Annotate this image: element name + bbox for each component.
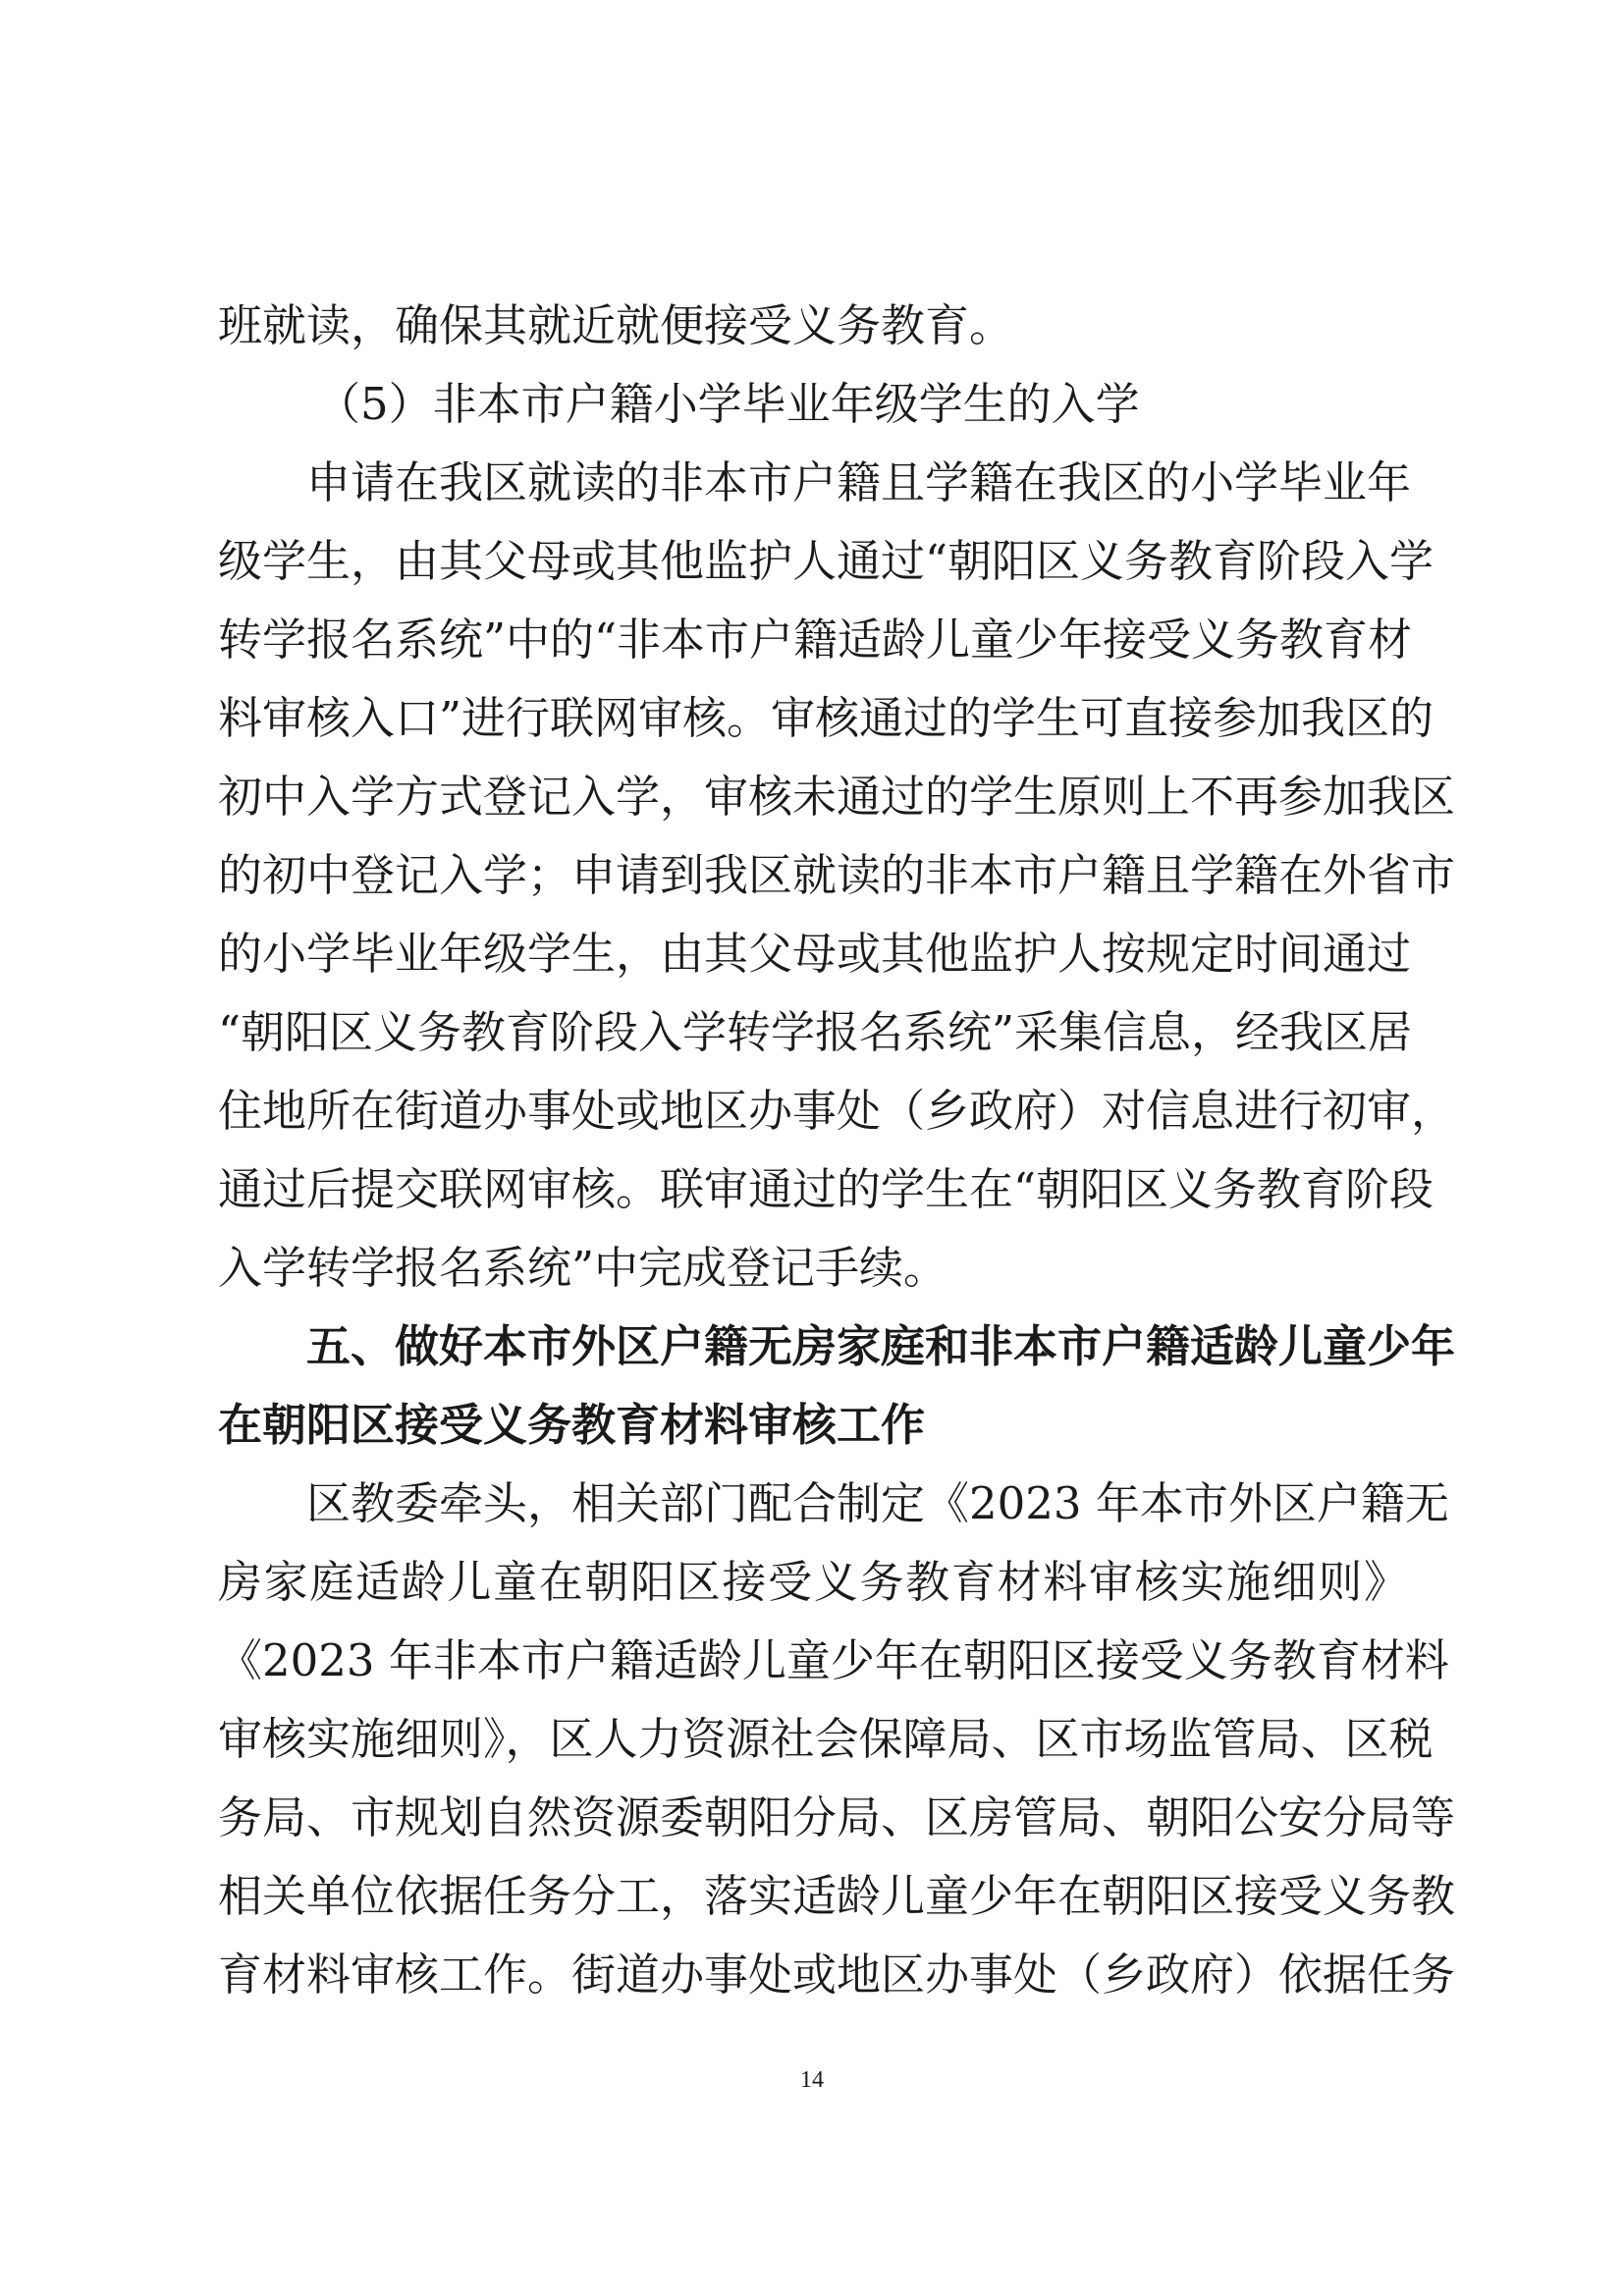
paragraph-line: 通过后提交联网审核。联审通过的学生在“朝阳区义务教育阶段 <box>218 1163 1435 1215</box>
paragraph-line: 的初中登记入学；申请到我区就读的非本市户籍且学籍在外省市 <box>218 849 1456 901</box>
subsection-title: （5）非本市户籍小学毕业年级学生的入学 <box>316 378 1140 430</box>
paragraph-line: 育材料审核工作。街道办事处或地区办事处（乡政府）依据任务 <box>218 1949 1456 2001</box>
paragraph-line: 务局、市规划自然资源委朝阳分局、区房管局、朝阳公安分局等 <box>218 1791 1456 1843</box>
paragraph-line: 房家庭适龄儿童在朝阳区接受义务教育材料审核实施细则》 <box>218 1556 1408 1608</box>
paragraph-line: 相关单位依据任务分工，落实适龄儿童少年在朝阳区接受义务教 <box>218 1870 1456 1922</box>
paragraph-line: 级学生，由其父母或其他监护人通过“朝阳区义务教育阶段入学 <box>218 535 1435 587</box>
paragraph-line: 初中入学方式登记入学，审核未通过的学生原则上不再参加我区 <box>218 771 1456 823</box>
paragraph-line: 的小学毕业年级学生，由其父母或其他监护人按规定时间通过 <box>218 928 1412 980</box>
paragraph-line: “朝阳区义务教育阶段入学转学报名系统”采集信息，经我区居 <box>218 1006 1413 1058</box>
paragraph-line: 料审核入口”进行联网审核。审核通过的学生可直接参加我区的 <box>218 692 1435 744</box>
paragraph-line: 区教委牵头，相关部门配合制定《2023 年本市外区户籍无 <box>306 1477 1449 1529</box>
section-heading: 五、做好本市外区户籍无房家庭和非本市户籍适龄儿童少年 <box>306 1320 1456 1372</box>
document-body <box>218 287 1456 2014</box>
paragraph-line: 班就读，确保其就近就便接受义务教育。 <box>218 299 1014 351</box>
paragraph-line: 《2023 年非本市户籍适龄儿童少年在朝阳区接受义务教育材料 <box>218 1634 1449 1686</box>
paragraph-line: 住地所在街道办事处或地区办事处（乡政府）对信息进行初审， <box>218 1085 1456 1137</box>
paragraph-line: 审核实施细则》，区人力资源社会保障局、区市场监管局、区税 <box>218 1713 1434 1765</box>
paragraph-line: 申请在我区就读的非本市户籍且学籍在我区的小学毕业年 <box>306 456 1412 508</box>
section-heading: 在朝阳区接受义务教育材料审核工作 <box>218 1399 926 1451</box>
paragraph-line: 入学转学报名系统”中完成登记手续。 <box>218 1242 948 1294</box>
page-number: 14 <box>800 2067 824 2093</box>
paragraph-line: 转学报名系统”中的“非本市户籍适龄儿童少年接受义务教育材 <box>218 614 1413 666</box>
